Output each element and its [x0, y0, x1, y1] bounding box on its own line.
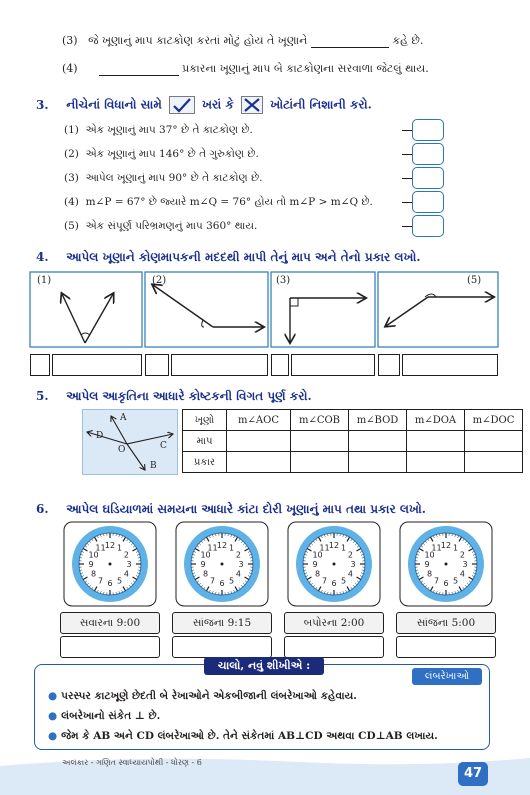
table-header-cell: m∠BOD: [349, 410, 407, 431]
clock-time-label: સાંજના 9:15: [172, 612, 272, 634]
clock-number: 5: [340, 576, 347, 586]
q3-title-b: ખરાં કે: [202, 97, 234, 112]
table-cell[interactable]: [227, 431, 291, 452]
clock-number: 9: [88, 560, 94, 569]
clock-number: 2: [347, 550, 354, 560]
answer-cell[interactable]: [30, 354, 50, 376]
q5-title: આપેલ આકૃતિના આધારે કોષ્ટકની વિગત પૂર્ણ કરો.: [66, 389, 312, 403]
table-header-cell: ખૂણો: [183, 410, 227, 431]
clock-number: 8: [426, 569, 433, 579]
table-header-cell: m∠DOC: [465, 410, 523, 431]
learn-bullet-text: જેમ કે AB અને CD લંબરેખાઓ છે. તેને સંકેતમાં AB⊥CD અથવા CD⊥AB લખાય.: [61, 730, 438, 742]
bullet-icon: ●: [48, 710, 58, 722]
learn-bullet: [48, 690, 357, 703]
q3-statement-2-text: એક ખૂણાનું માપ 146° છે તે ગુરુકોણ છે.: [85, 148, 259, 160]
clock-number: 10: [88, 550, 99, 560]
q3-title-a: નીચેનાં વિધાનો સામે: [66, 97, 162, 112]
table-header-cell: m∠COB: [291, 410, 349, 431]
clock-number: 9: [424, 560, 430, 569]
learn-title: ચાલો, નવું શીખીએ :: [204, 657, 324, 675]
page-number: 47: [458, 762, 488, 786]
q2-item-3-text: જે ખૂણાનું માપ કાટકોણ કરતાં મોટું હોય તે ખૂણાને: [88, 34, 308, 47]
q3-statement-5-text: એક સંપૂર્ણ પરિભ્રમણનું માપ 360° થાય.: [85, 220, 258, 232]
q4-number: 4.: [36, 250, 49, 264]
clock-number: 11: [207, 543, 218, 553]
q3-statement-4-num: (4): [64, 196, 79, 208]
clock-number: 3: [126, 560, 132, 569]
clock-answer-box[interactable]: [284, 636, 384, 658]
clock-answer-box[interactable]: [60, 636, 160, 658]
point-label-b: B: [150, 461, 157, 471]
clock-number: 11: [431, 543, 442, 553]
table-cell[interactable]: [291, 431, 349, 452]
clock-number: 9: [312, 560, 318, 569]
clock-number: 3: [238, 560, 244, 569]
figure-label-1: (1): [37, 275, 52, 286]
clock-number: 4: [123, 569, 130, 579]
clock-face[interactable]: [62, 520, 158, 608]
point-label-c: C: [160, 441, 167, 451]
clock-number: 8: [202, 569, 209, 579]
point-label-a: A: [120, 413, 127, 423]
clock-number: 5: [116, 576, 123, 586]
clock-time-label: બપોરના 2:00: [284, 612, 384, 634]
clock-number: 1: [116, 543, 123, 553]
table-cell[interactable]: [349, 452, 407, 473]
clock-center: [109, 563, 112, 566]
clock-face[interactable]: [398, 520, 494, 608]
clock-number: 5: [228, 576, 235, 586]
clock-number: 11: [319, 543, 330, 553]
clock-number: 2: [235, 550, 242, 560]
table-cell[interactable]: [465, 452, 523, 473]
clock-number: 6: [107, 579, 113, 588]
clock-number: 2: [123, 550, 130, 560]
answer-cell[interactable]: [378, 354, 400, 376]
q6-heading: [36, 502, 426, 517]
learn-bullet: [48, 730, 438, 743]
clock-number: 10: [200, 550, 211, 560]
q3-statement-2-num: (2): [64, 148, 79, 160]
q5-heading: [36, 389, 312, 404]
row-label-measure: માપ: [183, 431, 227, 452]
learn-bullet-text: પરસ્પર કાટખૂણે છેદતી બે રેખાઓને એકબીજાની લંબરેખાઓ કહેવાય.: [61, 690, 357, 702]
angle-table: [182, 409, 523, 473]
table-cell[interactable]: [349, 431, 407, 452]
clock-number: 4: [459, 569, 466, 579]
q3-number: 3.: [36, 97, 49, 112]
table-cell[interactable]: [407, 452, 465, 473]
clock-center: [445, 563, 448, 566]
answer-cell[interactable]: [52, 354, 142, 376]
learn-bullet: [48, 710, 160, 723]
answer-cell[interactable]: [145, 354, 169, 376]
clock-number: 2: [459, 550, 466, 560]
learn-tag: લંબરેખાઓ: [412, 668, 482, 685]
clock-number: 7: [97, 576, 104, 586]
clock-answer-box[interactable]: [172, 636, 272, 658]
clock-number: 9: [200, 560, 206, 569]
q6-title: આપેલ ઘડિયાળમાં સમયના આધારે કાંટા દોરી ખૂણાનું માપ તથા પ્રકાર લખો.: [66, 502, 426, 516]
table-row: [183, 431, 523, 452]
clock-number: 1: [340, 543, 347, 553]
q3-title-c: ખોટાંની નિશાની કરો.: [270, 97, 372, 112]
clock-number: 12: [328, 541, 340, 550]
q3-statement-1-num: (1): [64, 124, 79, 136]
clock-center: [221, 563, 224, 566]
clock-number: 1: [228, 543, 235, 553]
table-cell[interactable]: [227, 452, 291, 473]
figure-label-3: (3): [276, 275, 291, 286]
clock-number: 12: [104, 541, 116, 550]
clock-face[interactable]: [286, 520, 382, 608]
q2-item-4-text: પ્રકારના ખૂણાનું માપ બે કાટકોણના સરવાળા જેટલું થાય.: [182, 62, 429, 75]
q5-number: 5.: [36, 389, 49, 403]
clock-number: 3: [350, 560, 356, 569]
clock-number: 12: [216, 541, 228, 550]
clock-face[interactable]: [174, 520, 270, 608]
q3-statement-1-text: એક ખૂણાનું માપ 37° છે તે કાટકોણ છે.: [85, 124, 253, 136]
figure-label-2: (2): [152, 275, 167, 286]
clock-number: 8: [90, 569, 97, 579]
clock-number: 6: [219, 579, 225, 588]
clock-number: 7: [321, 576, 328, 586]
q6-number: 6.: [36, 502, 49, 516]
clock-time-label: સવારના 9:00: [60, 612, 160, 634]
point-label-d: D: [96, 431, 104, 441]
table-cell[interactable]: [407, 431, 465, 452]
clock-number: 5: [452, 576, 459, 586]
answer-cell[interactable]: [402, 354, 498, 376]
clock-number: 11: [95, 543, 106, 553]
table-header-cell: m∠DOA: [407, 410, 465, 431]
table-header-cell: m∠AOC: [227, 410, 291, 431]
q3-statement-4-text: m∠P = 67° છે જ્યારે m∠Q = 76° હોય તો m∠P > m∠Q છે.: [85, 196, 373, 208]
clock-answer-box[interactable]: [396, 636, 496, 658]
q3-statement-3-text: આપેલ ખૂણાનું માપ 90° છે તે કાટકોણ છે.: [85, 172, 263, 184]
q2-item-3-tail: કહે છે.: [392, 34, 424, 47]
clock-number: 4: [235, 569, 242, 579]
q3-statement-3-num: (3): [64, 172, 79, 184]
table-row: [183, 452, 523, 473]
clock-center: [333, 563, 336, 566]
q2-item-3-num: (3): [62, 34, 78, 47]
angle-table-header: [183, 410, 523, 431]
q4-title: આપેલ ખૂણાને કોણમાપકની મદદથી માપી તેનું માપ અને તેનો પ્રકાર લખો.: [66, 250, 421, 264]
point-label-o: O: [118, 445, 126, 455]
figure-label-5: (5): [467, 275, 482, 286]
clock-number: 12: [440, 541, 452, 550]
table-cell[interactable]: [465, 431, 523, 452]
table-cell[interactable]: [291, 452, 349, 473]
clock-number: 3: [462, 560, 468, 569]
learn-bullet-text: લંબરેખાનો સંકેત ⊥ છે.: [61, 710, 161, 722]
row-label-type: પ્રકાર: [183, 452, 227, 473]
clock-number: 10: [424, 550, 435, 560]
clock-number: 10: [312, 550, 323, 560]
clock-number: 7: [433, 576, 440, 586]
clock-number: 1: [452, 543, 459, 553]
answer-cell[interactable]: [171, 354, 268, 376]
bullet-icon: ●: [48, 730, 58, 742]
answer-cell[interactable]: [291, 354, 375, 376]
clock-time-label: સાંજના 5:00: [396, 612, 496, 634]
clock-number: 6: [331, 579, 337, 588]
clock-number: 8: [314, 569, 321, 579]
answer-cell[interactable]: [271, 354, 289, 376]
clock-number: 7: [209, 576, 216, 586]
bullet-icon: ●: [48, 690, 58, 702]
footer-text: અલંકાર - ગણિત સ્વાધ્યાયપોથી - ધોરણ - 6: [62, 758, 202, 767]
q3-statement-5-num: (5): [64, 220, 79, 232]
q2-item-4-num: (4): [62, 62, 78, 75]
clock-number: 6: [443, 579, 449, 588]
clock-number: 4: [347, 569, 354, 579]
